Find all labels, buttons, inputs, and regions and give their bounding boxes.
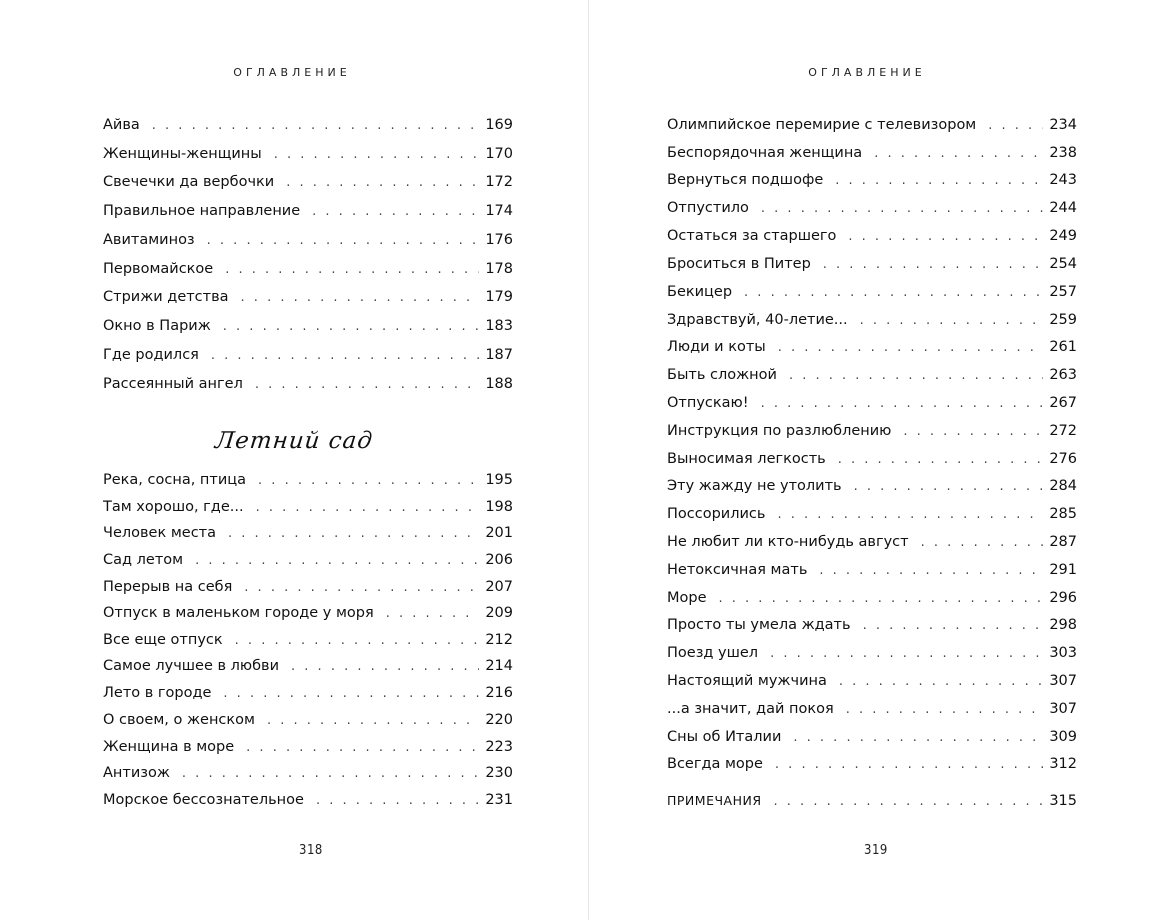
toc-entry-page: 174 (485, 203, 513, 219)
toc-entry-page: 201 (485, 525, 513, 541)
leader-dots (386, 604, 480, 624)
leader-dots (775, 755, 1043, 775)
toc-entry-title: Авитаминоз (103, 232, 195, 248)
toc-entry-title: Сад летом (103, 552, 184, 568)
leader-dots (778, 338, 1044, 358)
toc-entry[interactable] (103, 683, 513, 704)
toc-entry-title: Перерыв на себя (103, 579, 233, 595)
toc-entry[interactable] (103, 630, 513, 651)
toc-entry[interactable] (103, 603, 513, 624)
toc-entry[interactable] (103, 577, 513, 598)
leader-dots (838, 450, 1044, 470)
toc-entry-page: 223 (485, 739, 513, 755)
toc-entry-page: 254 (1049, 256, 1077, 272)
toc-entry-page: 238 (1049, 145, 1077, 161)
leader-dots (744, 283, 1043, 303)
toc-entry-title: Отпускаю! (667, 395, 749, 411)
toc-entry-page: 169 (485, 117, 513, 133)
toc-entry-title: Рассеянный ангел (103, 376, 243, 392)
section-title: Летний сад (213, 428, 375, 454)
toc-entry-title: Самое лучшее в любви (103, 658, 280, 674)
toc-entry-title: Выносимая легкость (667, 451, 826, 467)
toc-entry-page: 172 (485, 174, 513, 190)
leader-dots (228, 524, 479, 544)
toc-entry-title: Там хорошо, где... (103, 499, 244, 515)
toc-entry-title: Инструкция по разлюблению (667, 423, 892, 439)
toc-entry-page: 178 (485, 261, 513, 277)
toc-entry-page: 244 (1049, 200, 1077, 216)
toc-entry[interactable] (103, 656, 513, 677)
toc-entry[interactable] (667, 727, 1077, 748)
toc-entry-page: 216 (485, 685, 513, 701)
toc-entry-page: 170 (485, 146, 513, 162)
toc-entry-page: 296 (1049, 590, 1077, 606)
toc-entry[interactable] (103, 345, 513, 366)
toc-entry-title: Сны об Италии (667, 729, 782, 745)
toc-entry[interactable] (667, 671, 1077, 692)
toc-entry-page: 176 (485, 232, 513, 248)
leader-dots (770, 644, 1043, 664)
toc-entry-page: 272 (1049, 423, 1077, 439)
toc-entry-page: 309 (1049, 729, 1077, 745)
toc-entry-title: Просто ты умела ждать (667, 617, 851, 633)
leader-dots (274, 145, 480, 165)
toc-entry[interactable] (667, 115, 1077, 136)
toc-entry[interactable] (103, 550, 513, 571)
toc-entry-title: Лето в городе (103, 685, 212, 701)
toc-entry-page: 307 (1049, 673, 1077, 689)
toc-entry-title: Поезд ушел (667, 645, 759, 661)
leader-dots (244, 578, 479, 598)
toc-entry-page: 257 (1049, 284, 1077, 300)
toc-entry-title: Здравствуй, 40-летие... (667, 312, 848, 328)
toc-entry[interactable] (667, 476, 1077, 497)
leader-dots (789, 366, 1043, 386)
toc-entry-title: Все еще отпуск (103, 632, 223, 648)
leader-dots (863, 616, 1044, 636)
toc-entry[interactable] (667, 560, 1077, 581)
toc-entry-title: Стрижи детства (103, 289, 229, 305)
toc-entry-page: 234 (1049, 117, 1077, 133)
toc-entry[interactable] (103, 230, 513, 251)
toc-entry-page: 220 (485, 712, 513, 728)
toc-entry[interactable] (103, 172, 513, 193)
toc-entry-page: 249 (1049, 228, 1077, 244)
toc-entry-title: Человек места (103, 525, 216, 541)
toc-entry[interactable] (667, 310, 1077, 331)
toc-entry-title: ...а значит, дай покоя (667, 701, 834, 717)
leader-dots (988, 116, 1043, 136)
toc-entry[interactable] (667, 699, 1077, 720)
leader-dots (211, 346, 479, 366)
toc-entry[interactable] (103, 737, 513, 758)
leader-dots (223, 317, 480, 337)
toc-entry-title: Бекицер (667, 284, 733, 300)
toc-entry-page: 263 (1049, 367, 1077, 383)
leader-dots (854, 477, 1044, 497)
toc-entry[interactable] (667, 198, 1077, 219)
leader-dots (793, 728, 1043, 748)
toc-entry[interactable] (103, 790, 513, 811)
toc-entry-page: 188 (485, 376, 513, 392)
toc-entry-title: Свечечки да вербочки (103, 174, 275, 190)
toc-entry-page: 179 (485, 289, 513, 305)
toc-entry[interactable] (103, 115, 513, 136)
toc-entry-page: 206 (485, 552, 513, 568)
toc-entry-title: Женщины-женщины (103, 146, 262, 162)
toc-entry[interactable] (667, 754, 1077, 775)
leader-dots (823, 255, 1044, 275)
toc-entry-page: 231 (485, 792, 513, 808)
leader-dots (761, 199, 1043, 219)
toc-entry[interactable] (667, 254, 1077, 275)
toc-entry-title: Айва (103, 117, 140, 133)
toc-entry-title: ПРИМЕЧАНИЯ (667, 793, 762, 808)
toc-entry[interactable] (103, 710, 513, 731)
leader-dots (223, 684, 479, 704)
toc-entry-title: Не любит ли кто-нибудь август (667, 534, 909, 550)
toc-entry[interactable] (667, 615, 1077, 636)
toc-entry-page: 307 (1049, 701, 1077, 717)
leader-dots (316, 791, 479, 811)
leader-dots (235, 631, 480, 651)
leader-dots (860, 311, 1044, 331)
toc-entry-page: 261 (1049, 339, 1077, 355)
leader-dots (839, 672, 1043, 692)
toc-entry[interactable] (667, 421, 1077, 442)
leader-dots (719, 589, 1044, 609)
leader-dots (182, 764, 479, 784)
leader-dots (903, 422, 1043, 442)
toc-entry-title: Правильное направление (103, 203, 301, 219)
leader-dots (225, 260, 479, 280)
toc-entry-page: 259 (1049, 312, 1077, 328)
leader-dots (255, 375, 479, 395)
toc-entry[interactable] (103, 470, 513, 491)
toc-entry[interactable] (667, 643, 1077, 664)
leader-dots (241, 288, 480, 308)
toc-entry-title: Где родился (103, 347, 199, 363)
toc-entry-title: Антизож (103, 765, 170, 781)
toc-entry-page: 243 (1049, 172, 1077, 188)
toc-entry[interactable] (103, 763, 513, 784)
toc-entry-title: Морское бессознательное (103, 792, 304, 808)
toc-entry-page: 187 (485, 347, 513, 363)
toc-entry[interactable] (667, 365, 1077, 386)
toc-entry[interactable] (667, 449, 1077, 470)
toc-entry-page: 298 (1049, 617, 1077, 633)
toc-entry[interactable] (667, 504, 1077, 525)
leader-dots (921, 533, 1044, 553)
toc-entry-page: 198 (485, 499, 513, 515)
toc-entry-page: 285 (1049, 506, 1077, 522)
toc-entry-title: Окно в Париж (103, 318, 211, 334)
toc-entry[interactable] (103, 374, 513, 395)
toc-entry-page: 267 (1049, 395, 1077, 411)
toc-entry-page: 312 (1049, 756, 1077, 772)
toc-entry-page: 183 (485, 318, 513, 334)
page-header: ОГЛАВЛЕНИЕ (233, 66, 351, 79)
leader-dots (258, 471, 479, 491)
toc-entry[interactable] (667, 226, 1077, 247)
toc-entry[interactable] (667, 532, 1077, 553)
leader-dots (152, 116, 480, 136)
toc-entry-title: Броситься в Питер (667, 256, 811, 272)
leader-dots (195, 551, 479, 571)
toc-entry-page: 212 (485, 632, 513, 648)
leader-dots (291, 657, 479, 677)
page-number: 318 (299, 843, 323, 858)
leader-dots (846, 700, 1044, 720)
toc-entry-title: Беспорядочная женщина (667, 145, 863, 161)
leader-dots (312, 202, 479, 222)
toc-entry-page: 303 (1049, 645, 1077, 661)
leader-dots (874, 144, 1043, 164)
toc-entry[interactable] (667, 143, 1077, 164)
toc-entry-title: О своем, о женском (103, 712, 255, 728)
toc-entry[interactable] (667, 393, 1077, 414)
toc-entry-title: Поссорились (667, 506, 766, 522)
toc-entry-page: 276 (1049, 451, 1077, 467)
toc-entry-page: 209 (485, 605, 513, 621)
toc-entry[interactable] (103, 523, 513, 544)
leader-dots (267, 711, 479, 731)
leader-dots (774, 792, 1044, 812)
toc-entry[interactable] (103, 259, 513, 280)
toc-entry-page: 214 (485, 658, 513, 674)
toc-entry-page: 207 (485, 579, 513, 595)
toc-entry[interactable] (103, 144, 513, 165)
toc-entry-title: Всегда море (667, 756, 763, 772)
toc-entry-title: Настоящий мужчина (667, 673, 827, 689)
leader-dots (819, 561, 1043, 581)
toc-entry[interactable] (667, 337, 1077, 358)
leader-dots (286, 173, 479, 193)
toc-entry[interactable] (667, 282, 1077, 303)
toc-entry-page: 195 (485, 472, 513, 488)
toc-entry-title: Женщина в море (103, 739, 235, 755)
leader-dots (207, 231, 480, 251)
right-page (588, 0, 1176, 920)
toc-entry-title: Отпуск в маленьком городе у моря (103, 605, 374, 621)
toc-entry-title: Быть сложной (667, 367, 777, 383)
toc-entry-title: Отпустило (667, 200, 749, 216)
leader-dots (777, 505, 1043, 525)
toc-entry[interactable] (103, 287, 513, 308)
toc-entry-title: Вернуться подшофе (667, 172, 824, 188)
leader-dots (848, 227, 1043, 247)
toc-entry-title: Море (667, 590, 707, 606)
toc-entry-notes[interactable] (667, 791, 1077, 812)
toc-entry-title: Олимпийское перемирие с телевизором (667, 117, 977, 133)
toc-entry-title: Нетоксичная мать (667, 562, 808, 578)
toc-entry-title: Люди и коты (667, 339, 766, 355)
toc-entry[interactable] (103, 201, 513, 222)
leader-dots (761, 394, 1044, 414)
toc-entry-page: 284 (1049, 478, 1077, 494)
leader-dots (256, 498, 480, 518)
leader-dots (835, 171, 1043, 191)
page-header: ОГЛАВЛЕНИЕ (808, 66, 926, 79)
toc-entry-title: Река, сосна, птица (103, 472, 247, 488)
toc-entry[interactable] (667, 170, 1077, 191)
toc-entry[interactable] (103, 316, 513, 337)
page-number: 319 (864, 843, 888, 858)
toc-entry-title: Эту жажду не утолить (667, 478, 842, 494)
toc-entry-page: 291 (1049, 562, 1077, 578)
toc-entry-page: 230 (485, 765, 513, 781)
toc-entry[interactable] (103, 497, 513, 518)
leader-dots (246, 738, 479, 758)
toc-entry[interactable] (667, 588, 1077, 609)
toc-entry-page: 287 (1049, 534, 1077, 550)
toc-entry-page: 315 (1049, 793, 1077, 809)
toc-entry-title: Остаться за старшего (667, 228, 837, 244)
toc-entry-title: Первомайское (103, 261, 214, 277)
